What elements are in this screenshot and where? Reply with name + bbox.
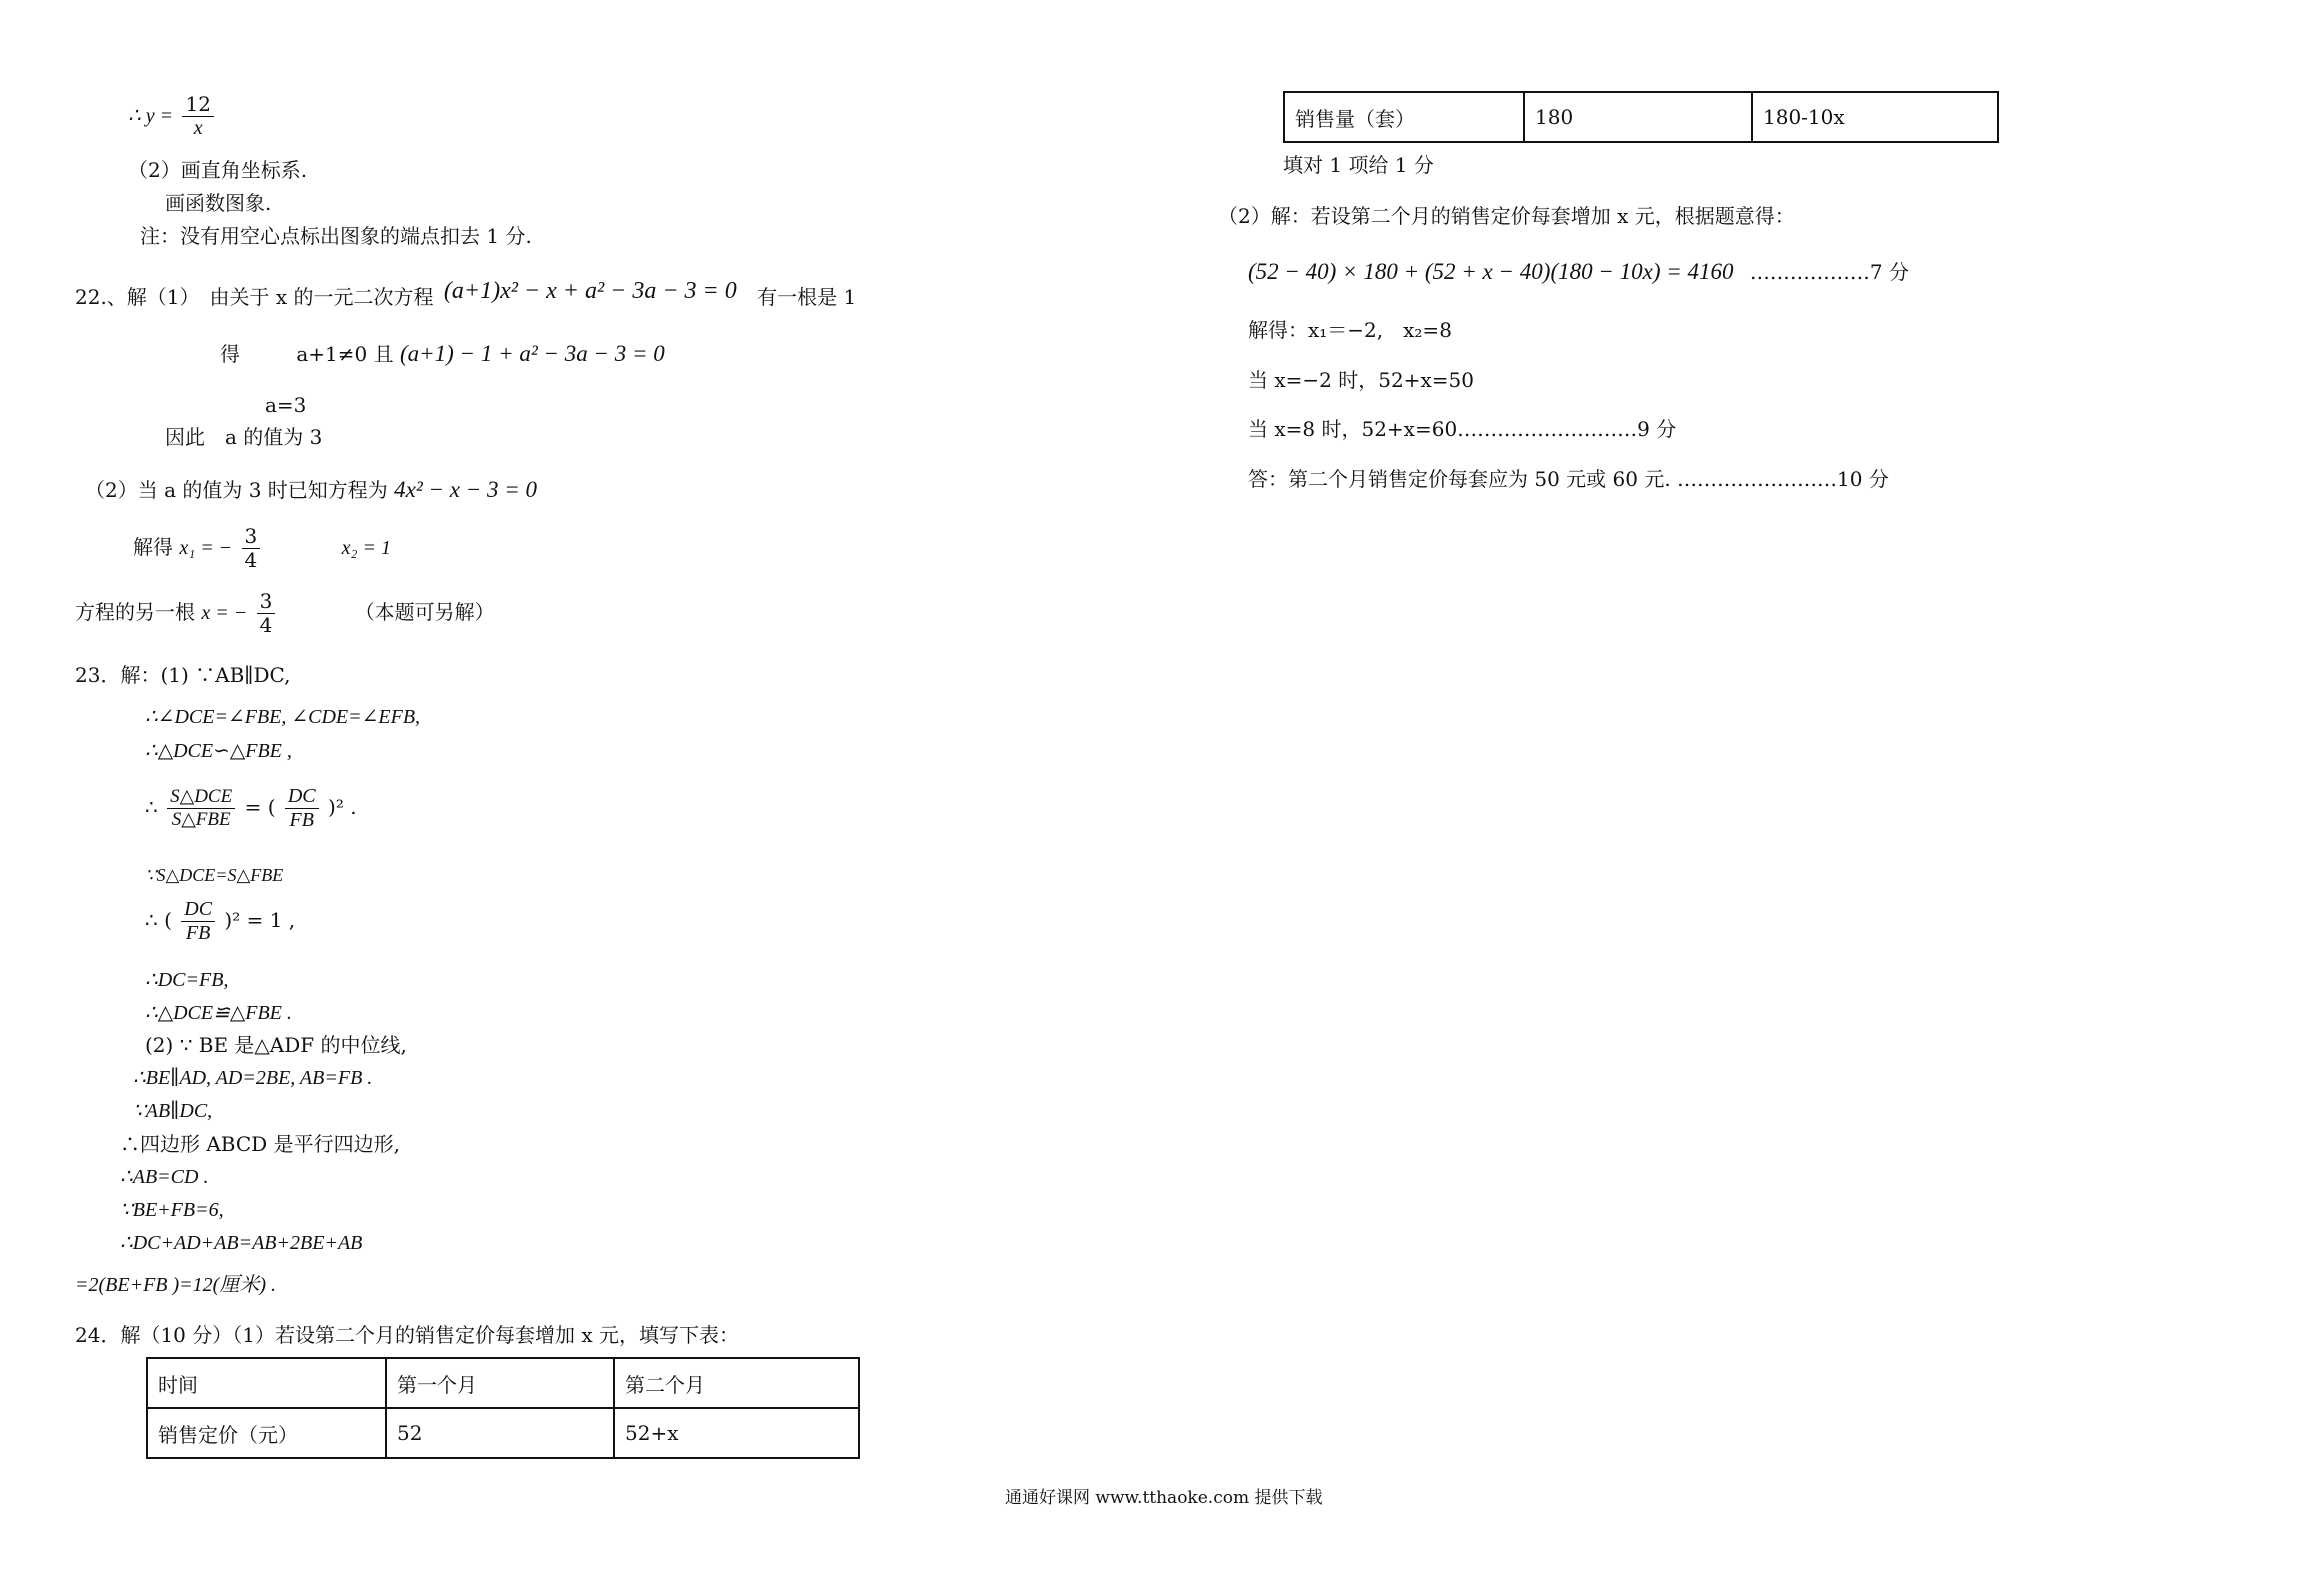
q23-line-14: ∵BE+FB=6, [120, 1199, 224, 1221]
q22-cond-text: a+1≠0 且 [296, 342, 394, 366]
q22-de: 得 [220, 342, 240, 366]
table-row [147, 1358, 859, 1408]
q22-x1: x₁ = − [179, 537, 233, 559]
fraction-dc-over-fb-2 [181, 898, 215, 945]
q22-tail: 有一根是 1 [757, 285, 857, 309]
q23-line-2: ∴∠DCE=∠FBE, ∠CDE=∠EFB, [145, 706, 421, 728]
y-prefix: ∴ y = [128, 105, 174, 127]
footer-credit: 通通好课网 www.tthaoke.com 提供下载 [1005, 1488, 1323, 1508]
q22-part2 [85, 478, 537, 501]
q23-line-13: ∴AB=CD . [120, 1166, 209, 1188]
q23-ratio-tail: )² = 1 , [224, 908, 296, 932]
fraction-denominator: FB [289, 809, 314, 831]
scoring-note: 填对 1 项给 1 分 [1283, 153, 1434, 177]
q23-line-9: (2) ∵ BE 是△ADF 的中位线, [145, 1033, 407, 1057]
fraction-denominator: S△FBE [171, 809, 231, 830]
q22-equation: (a+1)x² − x + a² − 3a − 3 = 0 [443, 278, 737, 304]
fraction-denominator: FB [185, 922, 211, 944]
q22-part2-equation: 4x² − x − 3 = 0 [394, 477, 538, 502]
table-cell: 180-10x [1752, 92, 1998, 142]
q23-area-ratio [145, 785, 357, 832]
table-cell: 销售定价（元） [147, 1408, 386, 1458]
table-cell: 第一个月 [386, 1358, 614, 1408]
table-cell: 180 [1524, 92, 1752, 142]
q23-ratio-one [145, 898, 295, 945]
part2-setup: （2）解：若设第二个月的销售定价每套增加 x 元，根据题意得： [1218, 204, 1795, 228]
answer-y-equals [128, 93, 217, 140]
table-cell: 52 [386, 1408, 614, 1458]
q22-solutions [133, 525, 391, 572]
fraction-12-over-x [182, 93, 213, 140]
q23-line-15: ∴DC+AD+AB=AB+2BE+AB [120, 1232, 363, 1254]
therefore-symbol: ∴ [145, 795, 158, 819]
q22-a-value: a=3 [265, 393, 307, 417]
q22-note: （本题可另解） [354, 600, 495, 624]
therefore-paren: ∴ ( [145, 908, 172, 932]
fraction-area-ratio [167, 786, 235, 831]
q22-part2-text: （2）当 a 的值为 3 时已知方程为 [85, 478, 388, 502]
solutions-line: 解得：x₁＝−2, x₂=8 [1248, 318, 1452, 342]
table-cell: 时间 [147, 1358, 386, 1408]
fraction-3-over-4-root [257, 590, 276, 637]
fraction-numerator: 3 [257, 590, 276, 614]
part2-equation: (52 − 40) × 180 + (52 + x − 40)(180 − 10x) = 4160 [1248, 259, 1734, 284]
equals-open-paren: = ( [244, 795, 276, 819]
q22-sol-label: 解得 [133, 535, 173, 559]
fraction-denominator: 4 [244, 548, 258, 572]
q24-intro: 24．解（10 分）（1）若设第二个月的销售定价每套增加 x 元，填写下表： [75, 1323, 739, 1347]
fraction-dc-over-fb [285, 785, 319, 832]
fraction-numerator: DC [181, 898, 215, 922]
table-cell: 52+x [614, 1408, 859, 1458]
q23-line-11: ∵AB∥DC, [133, 1100, 213, 1122]
step-draw-graph: 画函数图象. [165, 191, 272, 215]
q23-line-10: ∴BE∥AD, AD=2BE, AB=FB . [133, 1067, 373, 1089]
final-answer: 答：第二个月销售定价每套应为 50 元或 60 元. ……………………10 分 [1248, 467, 1889, 491]
fraction-denominator: x [193, 117, 203, 139]
sales-volume-table [1283, 91, 1999, 143]
q22-intro [75, 278, 857, 309]
fraction-3-over-4 [242, 525, 261, 572]
q22-root-label: 方程的另一根 [75, 600, 195, 624]
fraction-denominator: 4 [259, 613, 273, 637]
step-draw-axes: （2）画直角坐标系. [128, 158, 308, 182]
q23-line-1: 23．解：(1) ∵AB∥DC, [75, 663, 291, 687]
table-cell: 销售量（套） [1284, 92, 1524, 142]
price-table [146, 1357, 860, 1459]
table-row [1284, 92, 1998, 142]
q23-line-7: ∴DC=FB, [145, 969, 229, 991]
fraction-numerator: S△DCE [167, 786, 235, 809]
fraction-numerator: 12 [182, 93, 213, 117]
table-cell: 第二个月 [614, 1358, 859, 1408]
close-paren-squared: )² . [328, 795, 357, 819]
q22-conclusion: 因此 a 的值为 3 [165, 425, 323, 449]
q23-line-16: =2(BE+FB )=12(厘米) . [75, 1274, 276, 1296]
fraction-numerator: DC [285, 785, 319, 809]
part2-equation-line [1248, 260, 1909, 283]
q22-root-x: x = − [201, 602, 248, 624]
q22-x2: x₂ = 1 [341, 537, 391, 559]
note-deduction: 注：没有用空心点标出图象的端点扣去 1 分. [140, 224, 532, 248]
table-row [147, 1408, 859, 1458]
q22-cond-equation: (a+1) − 1 + a² − 3a − 3 = 0 [399, 341, 665, 366]
q22-condition [220, 342, 665, 365]
q23-line-5: ∵S△DCE=S△FBE [145, 865, 284, 885]
q22-other-root [75, 590, 495, 637]
case-x-8: 当 x=8 时，52+x=60………………………9 分 [1248, 417, 1677, 441]
q22-intro-text: 22.、解（1） 由关于 x 的一元二次方程 [75, 285, 434, 309]
q23-line-8: ∴△DCE≌△FBE . [145, 1002, 292, 1024]
part2-score-7: ………………7 分 [1749, 260, 1909, 284]
q23-line-12: ∴四边形 ABCD 是平行四边形, [120, 1132, 400, 1156]
fraction-numerator: 3 [242, 525, 261, 549]
case-x-neg2: 当 x=−2 时，52+x=50 [1248, 368, 1474, 392]
q23-line-3: ∴△DCE∽△FBE , [145, 740, 292, 762]
